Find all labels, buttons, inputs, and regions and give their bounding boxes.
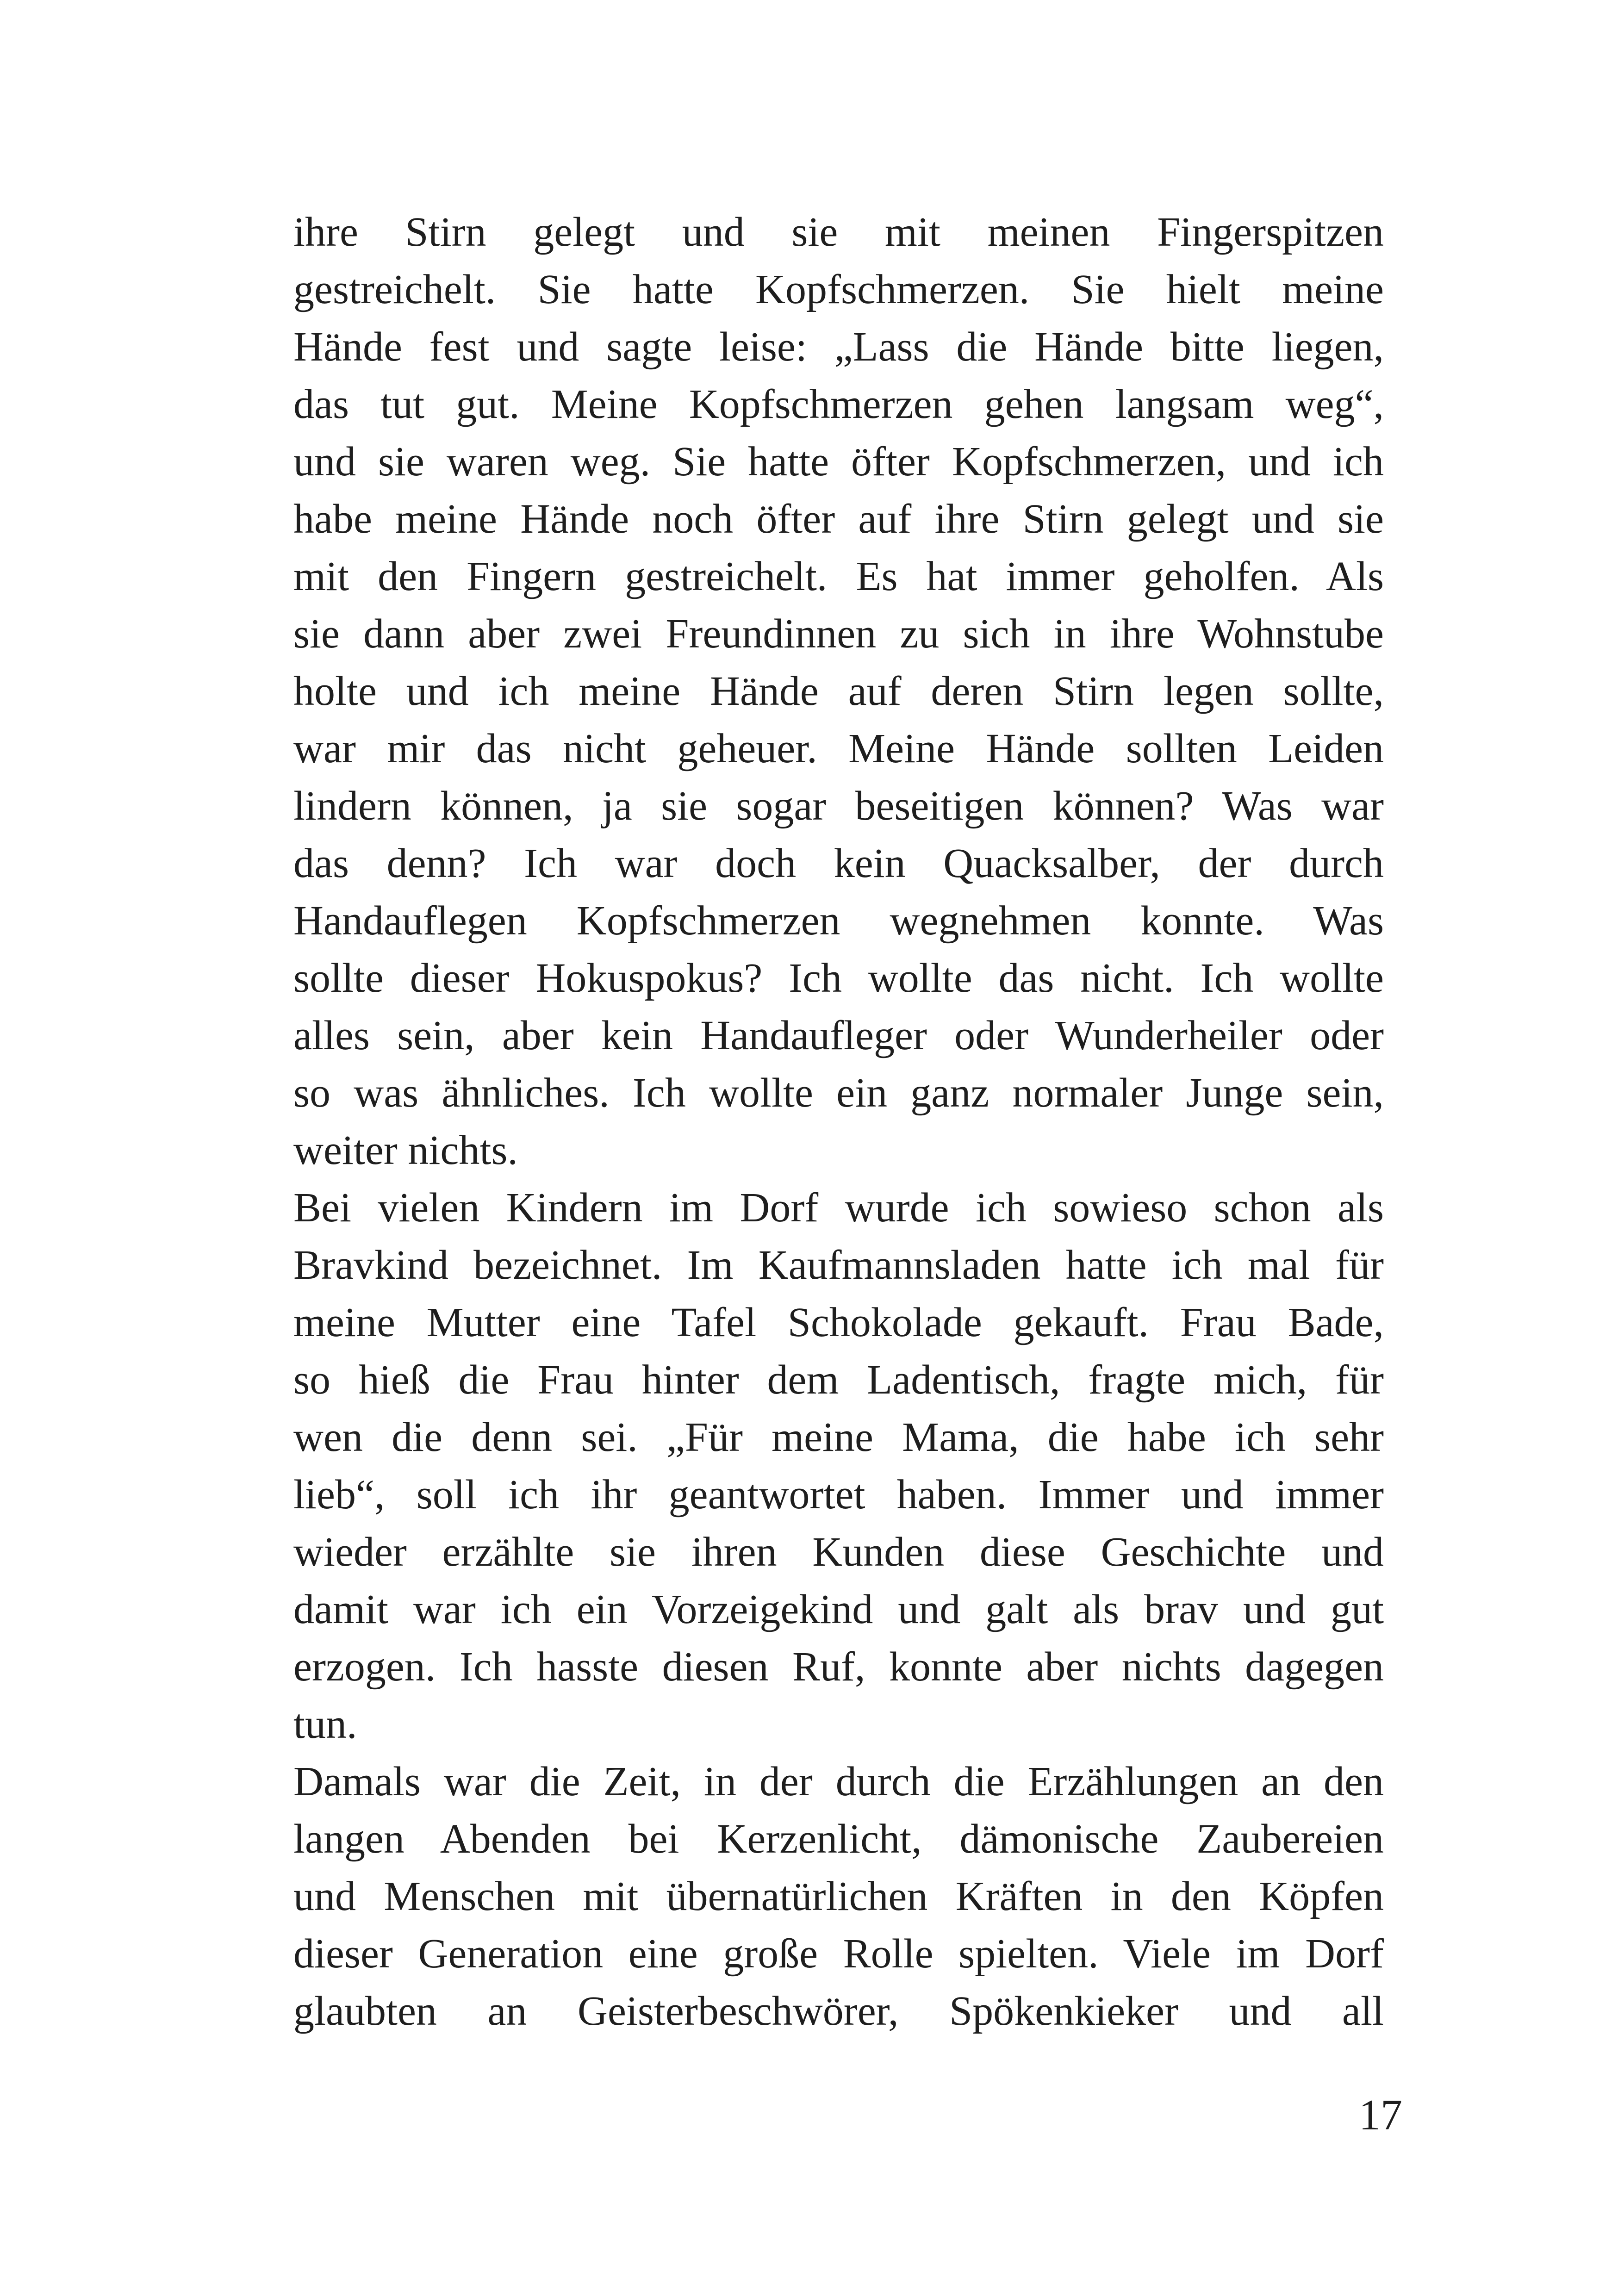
paragraph-1 [293,204,1384,1179]
text-line: gestreichelt. Sie hatte Kopfschmerzen. Sie hielt meine [293,267,1384,312]
text-line: lindern können, ja sie sogar beseitigen können? Was war [293,783,1384,829]
text-line: tun. [293,1701,357,1747]
text-line: Damals war die Zeit, in der durch die Erzählungen an den [293,1759,1384,1804]
text-line: das denn? Ich war doch kein Quacksalber, der durch [293,840,1384,886]
text-line: glaubten an Geisterbeschwörer, Spökenkieker und all [293,1988,1384,2034]
text-line: so hieß die Frau hinter dem Ladentisch, fragte mich, für [293,1357,1384,1403]
text-line: war mir das nicht geheuer. Meine Hände sollten Leiden [293,726,1384,772]
text-line: sollte dieser Hokuspokus? Ich wollte das nicht. Ich wollte [293,955,1384,1001]
paragraph-2 [293,1179,1384,1753]
text-line: weiter nichts. [293,1127,518,1173]
paragraph-3 [293,1753,1384,2040]
text-line: und sie waren weg. Sie hatte öfter Kopfschmerzen, und ich [293,439,1384,485]
text-line: meine Mutter eine Tafel Schokolade gekauft. Frau Bade, [293,1300,1384,1345]
text-line: Bravkind bezeichnet. Im Kaufmannsladen hatte ich mal für [293,1242,1384,1288]
text-line: so was ähnliches. Ich wollte ein ganz normaler Junge sein, [293,1070,1384,1116]
text-line: ihre Stirn gelegt und sie mit meinen Fingerspitzen [293,209,1384,255]
body-text [293,204,1384,2040]
text-line: Bei vielen Kindern im Dorf wurde ich sowieso schon als [293,1185,1384,1231]
text-line: wieder erzählte sie ihren Kunden diese Geschichte und [293,1529,1384,1575]
text-line: sie dann aber zwei Freundinnen zu sich in ihre Wohnstube [293,611,1384,657]
text-line: holte und ich meine Hände auf deren Stirn legen sollte, [293,668,1384,714]
text-line: erzogen. Ich hasste diesen Ruf, konnte aber nichts dagegen [293,1644,1384,1690]
text-line: wen die denn sei. „Für meine Mama, die habe ich sehr [293,1414,1384,1460]
text-line: dieser Generation eine große Rolle spielten. Viele im Dorf [293,1931,1384,1977]
text-line: das tut gut. Meine Kopfschmerzen gehen langsam weg“, [293,381,1384,427]
text-line: lieb“, soll ich ihr geantwortet haben. Immer und immer [293,1472,1384,1518]
text-line: Hände fest und sagte leise: „Lass die Hände bitte liegen, [293,324,1384,370]
text-line: Handauflegen Kopfschmerzen wegnehmen konnte. Was [293,898,1384,944]
text-line: damit war ich ein Vorzeigekind und galt als brav und gut [293,1587,1384,1632]
text-line: habe meine Hände noch öfter auf ihre Stirn gelegt und sie [293,496,1384,542]
text-line: mit den Fingern gestreichelt. Es hat immer geholfen. Als [293,554,1384,599]
text-line: langen Abenden bei Kerzenlicht, dämonische Zaubereien [293,1816,1384,1862]
page-number: 17 [1359,2091,1402,2139]
text-line: und Menschen mit übernatürlichen Kräften in den Köpfen [293,1873,1384,1919]
text-line: alles sein, aber kein Handaufleger oder Wunderheiler oder [293,1013,1384,1058]
